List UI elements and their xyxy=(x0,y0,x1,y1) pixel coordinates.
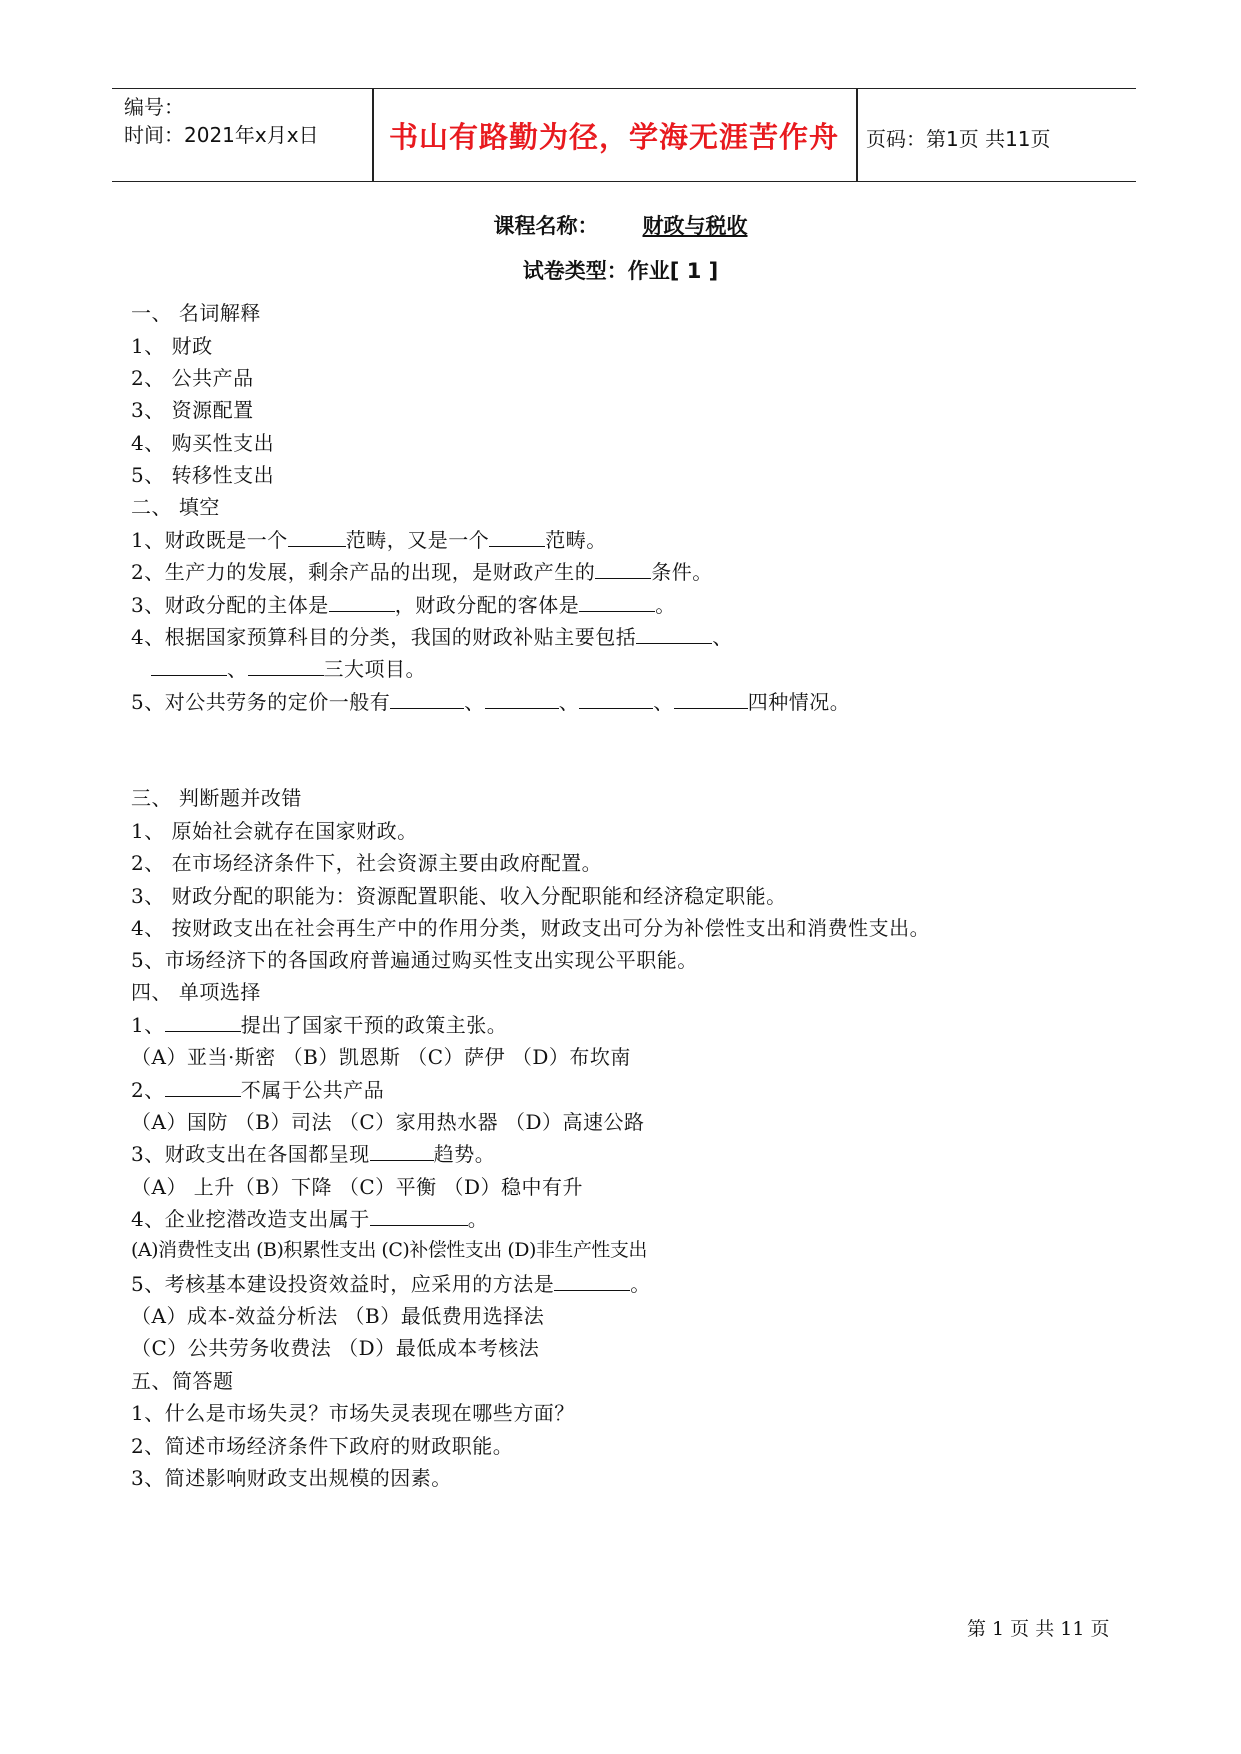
question-text: 、 xyxy=(227,657,248,681)
answer-blank xyxy=(554,1272,630,1291)
choice-options: (A)消费性支出 (B)积累性支出 (C)补偿性支出 (D)非生产性支出 xyxy=(131,1239,647,1261)
question-text: 、 xyxy=(558,690,580,714)
answer-blank xyxy=(288,528,346,547)
choice-question xyxy=(131,1138,495,1167)
list-item: 4、 按财政支出在社会再生产中的作用分类，财政支出可分为补偿性支出和消费性支出。 xyxy=(131,916,931,940)
header-meta xyxy=(124,93,319,149)
fill-question xyxy=(151,653,426,682)
question-text: 趋势。 xyxy=(433,1142,496,1166)
question-text: 提出了国家干预的政策主张。 xyxy=(240,1013,508,1037)
fill-question xyxy=(131,686,850,715)
answer-blank xyxy=(390,690,464,709)
question-text: 2、 xyxy=(131,1078,165,1102)
course-title xyxy=(0,210,1241,240)
answer-blank xyxy=(151,657,227,676)
question-text: 、 xyxy=(712,625,733,649)
question-text: 1、 xyxy=(131,1013,165,1037)
course-label: 课程名称： xyxy=(493,214,599,238)
answer-blank xyxy=(579,593,655,612)
section-title: 一、 名词解释 xyxy=(131,301,261,325)
list-item: 5、市场经济下的各国政府普遍通过购买性支出实现公平职能。 xyxy=(131,948,698,972)
question-text: 。 xyxy=(655,593,676,617)
list-item: 3、 资源配置 xyxy=(131,398,254,422)
choice-options: （A）国防 （B）司法 （C）家用热水器 （D）高速公路 xyxy=(131,1110,645,1134)
choice-question xyxy=(131,1009,507,1038)
fill-question xyxy=(131,524,607,553)
section-title: 五、简答题 xyxy=(131,1369,234,1393)
paper-type: 试卷类型：作业[ 1 ] xyxy=(522,259,719,283)
motto: 书山有路勤为径，学海无涯苦作舟 xyxy=(388,120,839,154)
answer-blank xyxy=(636,625,712,644)
question-text: ，财政分配的客体是 xyxy=(394,593,580,617)
number-label: 编号： xyxy=(124,95,184,119)
question-text: 四种情况。 xyxy=(747,690,851,714)
answer-blank xyxy=(248,657,324,676)
choice-options: （C）公共劳务收费法 （D）最低成本考核法 xyxy=(131,1336,540,1360)
answer-blank xyxy=(370,1207,468,1226)
list-item: 2、 公共产品 xyxy=(131,366,254,390)
question-text: 4、根据国家预算科目的分类，我国的财政补贴主要包括 xyxy=(131,625,637,649)
question-text: 2、生产力的发展，剩余产品的出现，是财政产生的 xyxy=(131,560,596,584)
question-text: 不属于公共产品 xyxy=(240,1078,385,1102)
course-value: 财政与税收 xyxy=(642,214,748,238)
time-label: 时间：2021年x月x日 xyxy=(124,123,319,147)
list-item: 1、 原始社会就存在国家财政。 xyxy=(131,819,418,843)
list-item: 5、 转移性支出 xyxy=(131,463,275,487)
question-text: 1、财政既是一个 xyxy=(131,528,288,552)
fill-question xyxy=(131,589,676,618)
page-footer: 第 1 页 共 11 页 xyxy=(967,1618,1110,1640)
list-item: 1、什么是市场失灵？市场失灵表现在哪些方面？ xyxy=(131,1401,575,1425)
choice-options: （A）亚当·斯密 （B）凯恩斯 （C）萨伊 （D）布坎南 xyxy=(131,1045,631,1069)
question-text: 5、对公共劳务的定价一般有 xyxy=(131,690,391,714)
question-text: 条件。 xyxy=(651,560,713,584)
answer-blank xyxy=(165,1013,241,1032)
answer-blank xyxy=(370,1142,434,1161)
list-item: 3、 财政分配的职能为：资源配置职能、收入分配职能和经济稳定职能。 xyxy=(131,884,787,908)
question-text: 。 xyxy=(630,1272,651,1296)
answer-blank xyxy=(165,1078,241,1097)
question-text: 4、企业挖潜改造支出属于 xyxy=(131,1207,370,1231)
answer-blank xyxy=(485,690,559,709)
list-item: 3、简述影响财政支出规模的因素。 xyxy=(131,1466,452,1490)
list-item: 2、 在市场经济条件下，社会资源主要由政府配置。 xyxy=(131,851,603,875)
section-title: 三、 判断题并改错 xyxy=(131,786,302,810)
page-header xyxy=(112,88,1136,182)
list-item: 4、 购买性支出 xyxy=(131,431,275,455)
question-text: 3、财政支出在各国都呈现 xyxy=(131,1142,370,1166)
fill-question xyxy=(131,621,733,650)
question-text: 、 xyxy=(464,690,485,714)
question-text: 三大项目。 xyxy=(323,657,426,681)
choice-question xyxy=(131,1074,384,1103)
page-info: 页码：第1页 共11页 xyxy=(866,127,1051,151)
choice-question xyxy=(131,1268,651,1297)
question-text: 、 xyxy=(653,690,674,714)
question-text: 5、考核基本建设投资效益时，应采用的方法是 xyxy=(131,1272,555,1296)
question-text: 范畴，又是一个 xyxy=(345,528,490,552)
answer-blank xyxy=(329,593,395,612)
choice-question xyxy=(131,1203,488,1232)
list-item: 2、简述市场经济条件下政府的财政职能。 xyxy=(131,1434,514,1458)
answer-blank xyxy=(595,560,651,579)
answer-blank xyxy=(489,528,545,547)
question-text: 。 xyxy=(467,1207,489,1231)
section-title: 四、 单项选择 xyxy=(131,980,261,1004)
answer-blank xyxy=(674,690,748,709)
fill-question xyxy=(131,556,713,585)
question-text: 范畴。 xyxy=(545,528,607,552)
list-item: 1、 财政 xyxy=(131,334,213,358)
section-title: 二、 填空 xyxy=(131,495,220,519)
answer-blank xyxy=(579,690,653,709)
question-text: 3、财政分配的主体是 xyxy=(131,593,329,617)
choice-options: （A）成本-效益分析法 （B）最低费用选择法 xyxy=(131,1304,545,1328)
header-divider xyxy=(856,89,858,181)
choice-options: （A） 上升（B）下降 （C）平衡 （D）稳中有升 xyxy=(131,1175,584,1199)
